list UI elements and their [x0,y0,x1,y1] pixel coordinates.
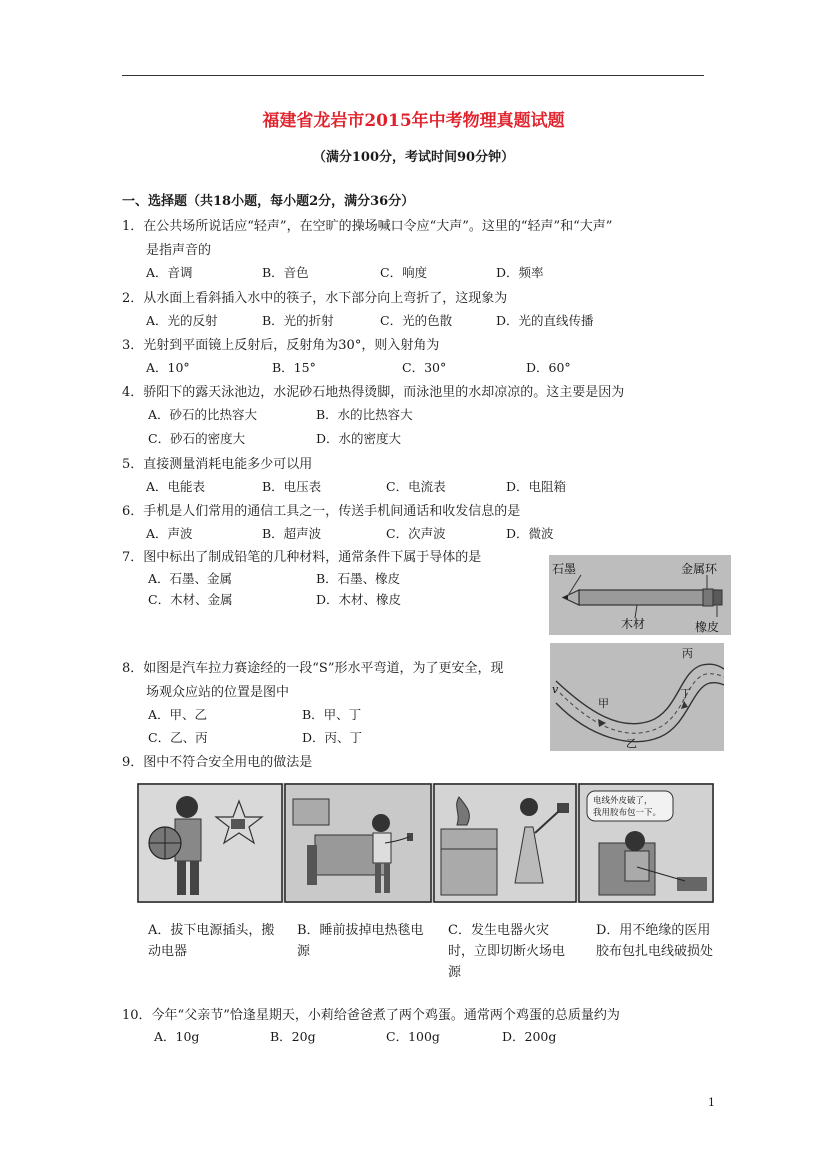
q5-option-a: A．电能表 [146,479,206,494]
question-5: 5．直接测量消耗电能多少可以用 [122,457,313,472]
q1-option-d: D．频率 [496,265,544,280]
q8-option-a: A．甲、乙 [148,707,208,722]
q8-option-b: B．甲、丁 [302,707,362,722]
section-heading: 一、选择题（共18小题，每小题2分，满分36分） [122,194,415,209]
q7-option-d: D．木材、橡皮 [316,592,402,607]
q10-option-a: A．10g [154,1029,200,1044]
question-8: 8．如图是汽车拉力赛途经的一段“S”形水平弯道，为了更安全，现 [122,661,504,676]
q10-option-c: C．100g [386,1029,440,1044]
question-3: 3．光射到平面镜上反射后，反射角为30°，则入射角为 [122,338,440,353]
page-number: 1 [708,1096,715,1109]
panel-d [579,784,713,902]
q1-option-c: C．响度 [380,265,428,280]
question-10: 10．今年“父亲节”恰逢星期天，小莉给爸爸煮了两个鸡蛋。通常两个鸡蛋的总质量约为 [122,1008,620,1023]
q7-option-b: B．石墨、橡皮 [316,571,401,586]
q10-option-d: D．200g [502,1029,557,1044]
q2-option-b: B．光的折射 [262,313,334,328]
panel-a [138,784,282,902]
safety-illustration [137,783,714,903]
q9-option-a: A．拔下电源插头，搬动电器 [148,923,275,959]
page-title: 福建省龙岩市2015年中考物理真题试题 [262,111,565,131]
question-1: 1．在公共场所说话应“轻声”，在空旷的操场喊口令应“大声”。这里的“轻声”和“大声” [122,219,613,234]
q2-option-a: A．光的反射 [146,313,218,328]
q2-option-c: C．光的色散 [380,313,453,328]
question-9: 9．图中不符合安全用电的做法是 [122,755,313,770]
question-4: 4．骄阳下的露天泳池边，水泥砂石地热得烫脚，而泳池里的水却凉凉的。这主要是因为 [122,385,625,400]
q7-option-a: A．石墨、金属 [148,571,233,586]
q2-option-d: D．光的直线传播 [496,313,594,328]
question-2: 2．从水面上看斜插入水中的筷子，水下部分向上弯折了，这现象为 [122,291,508,306]
q6-option-a: A．声波 [146,526,193,541]
panel-b [285,784,431,902]
speech-text-line2: 我用胶布包一下。 [593,808,662,818]
eraser [713,590,722,605]
q4-option-a: A．砂石的比热容大 [148,407,258,422]
pencil-body [579,590,717,605]
label-bing: 丙 [682,647,693,660]
q3-option-c: C．30° [402,360,447,375]
speech-text-line1: 电线外皮破了， [593,796,653,806]
q5-option-b: B．电压表 [262,479,322,494]
question-6: 6．手机是人们常用的通信工具之一，传送手机间通话和收发信息的是 [122,504,521,519]
question-7: 7．图中标出了制成铅笔的几种材料，通常条件下属于导体的是 [122,550,482,565]
label-wood: 木材 [621,617,646,631]
q3-option-d: D．60° [526,360,571,375]
q1-option-a: A．音调 [146,265,193,280]
q9-option-d: D．用不绝缘的医用胶布包扎电线破损处 [596,923,714,959]
q7-option-c: C．木材、金属 [148,592,233,607]
q3-option-a: A．10° [146,360,190,375]
q6-option-c: C．次声波 [386,526,446,541]
label-ding: 丁 [680,687,691,700]
panel-c [434,784,576,902]
question-8-cont: 场观众应站的位置是图中 [146,685,290,700]
exam-info: （满分100分，考试时间90分钟） [312,150,515,165]
header-rule [122,75,704,76]
s-track-figure [550,643,724,751]
q5-option-c: C．电流表 [386,479,446,494]
label-metal-ring: 金属环 [681,562,718,576]
pencil-figure [549,555,731,635]
q3-option-b: B．15° [272,360,316,375]
q9-option-c: C．发生电器火灾时，立即切断火场电源 [448,923,566,980]
q9-option-b: B．睡前拔掉电热毯电源 [297,923,424,959]
label-graphite: 石墨 [552,562,577,576]
label-velocity: v [552,683,559,696]
q4-option-c: C．砂石的密度大 [148,431,246,446]
q4-option-d: D．水的密度大 [316,431,402,446]
label-eraser: 橡皮 [695,620,720,634]
question-1-cont: 是指声音的 [146,243,212,258]
q6-option-d: D．微波 [506,526,554,541]
q1-option-b: B．音色 [262,265,309,280]
q4-option-b: B．水的比热容大 [316,407,413,422]
label-yi: 乙 [626,737,637,750]
q8-option-c: C．乙、丙 [148,730,208,745]
q5-option-d: D．电阻箱 [506,479,567,494]
q6-option-b: B．超声波 [262,526,322,541]
metal-ring [703,589,713,606]
q10-option-b: B．20g [270,1029,316,1044]
q8-option-d: D．丙、丁 [302,730,363,745]
label-jia: 甲 [598,697,609,710]
